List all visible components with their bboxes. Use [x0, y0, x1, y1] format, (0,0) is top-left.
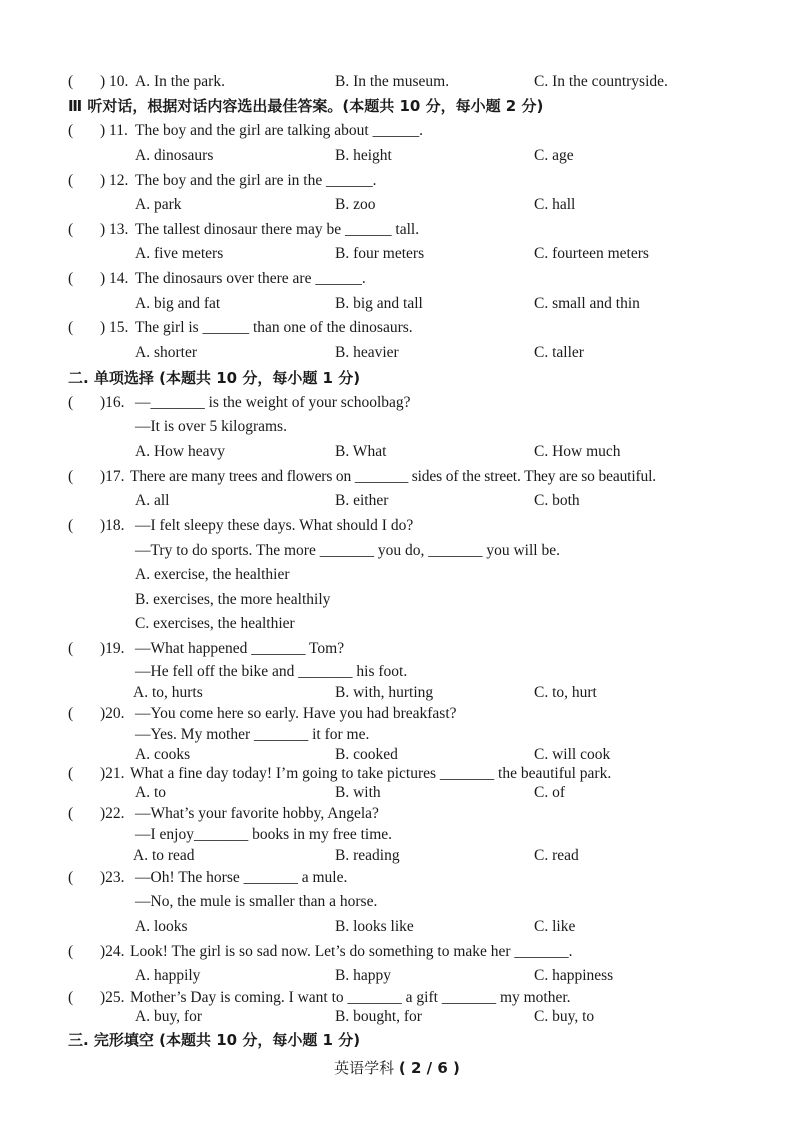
- option-c: C. In the countryside.: [534, 73, 668, 90]
- option-a: A. to: [135, 784, 166, 801]
- question-22-options: [68, 845, 758, 867]
- question-13: [68, 219, 758, 241]
- question-number: )16.: [100, 394, 125, 411]
- question-24: [68, 941, 758, 963]
- option-b: B. big and tall: [335, 295, 423, 312]
- question-text: The tallest dinosaur there may be ______ tall.: [135, 221, 420, 238]
- question-text: What a fine day today! I’m going to take pictures _______ the beautiful park.: [130, 765, 612, 782]
- answer-paren: (: [68, 869, 74, 886]
- answer-paren: (: [68, 943, 74, 960]
- option-b: B. height: [335, 147, 392, 164]
- question-number: ) 14.: [100, 270, 129, 287]
- question-number: ) 12.: [100, 172, 129, 189]
- question-text-line-2: —No, the mule is smaller than a horse.: [135, 893, 378, 910]
- option-c: C. exercises, the healthier: [135, 615, 295, 632]
- question-number: )17.: [100, 468, 125, 485]
- option-b: B. cooked: [335, 746, 398, 763]
- option-c: C. age: [534, 147, 574, 164]
- option-a: A. to, hurts: [133, 684, 203, 701]
- option-a: A. cooks: [135, 746, 191, 763]
- question-14: [68, 268, 758, 290]
- question-text: Look! The girl is so sad now. Let’s do something to make her _______.: [130, 943, 573, 960]
- question-number: )20.: [100, 705, 125, 722]
- section-multiple-choice-heading: 二. 单项选择 (本题共 10 分，每小题 1 分): [68, 369, 361, 387]
- question-text: There are many trees and flowers on _______ sides of the street. They are so beautiful.: [130, 468, 656, 485]
- question-18: [68, 515, 758, 537]
- question-number: ) 15.: [100, 319, 129, 336]
- question-10-options: [68, 71, 758, 93]
- question-23: [68, 867, 758, 889]
- question-11-options: [68, 145, 758, 167]
- answer-paren: (: [68, 73, 74, 90]
- question-12: [68, 170, 758, 192]
- question-text-line-2: —I enjoy_______ books in my free time.: [135, 826, 392, 843]
- question-text-line-2: —He fell off the bike and _______ his foot.: [135, 663, 408, 680]
- question-21-options: [68, 782, 758, 804]
- option-a: A. buy, for: [135, 1008, 203, 1025]
- question-11: [68, 120, 758, 142]
- option-c: C. How much: [534, 443, 621, 460]
- question-text: —What happened _______ Tom?: [135, 640, 345, 657]
- answer-paren: (: [68, 122, 74, 139]
- question-number: ) 10.: [100, 73, 129, 90]
- question-23-options: [68, 916, 758, 938]
- answer-paren: (: [68, 468, 74, 485]
- question-text: —_______ is the weight of your schoolbag?: [135, 394, 411, 411]
- option-b: B. bought, for: [335, 1008, 422, 1025]
- question-number: ) 13.: [100, 221, 129, 238]
- answer-paren: (: [68, 989, 74, 1006]
- question-16: [68, 392, 758, 414]
- question-17: [68, 466, 758, 488]
- question-15: [68, 317, 758, 339]
- question-16-options: [68, 441, 758, 463]
- option-c: C. fourteen meters: [534, 245, 649, 262]
- question-16-response: [68, 416, 758, 438]
- option-a: A. shorter: [135, 344, 197, 361]
- question-23-response: [68, 891, 758, 913]
- answer-paren: (: [68, 319, 74, 336]
- option-b: B. looks like: [335, 918, 414, 935]
- question-17-options: [68, 490, 758, 512]
- answer-paren: (: [68, 270, 74, 287]
- option-a: A. looks: [135, 918, 188, 935]
- question-number: )25.: [100, 989, 125, 1006]
- option-c: C. buy, to: [534, 1008, 595, 1025]
- answer-paren: (: [68, 765, 74, 782]
- question-13-options: [68, 243, 758, 265]
- question-14-options: [68, 293, 758, 315]
- question-number: )18.: [100, 517, 125, 534]
- answer-paren: (: [68, 221, 74, 238]
- question-22-response: [68, 824, 758, 846]
- footer-page-number: ( 2 / 6 ): [398, 1059, 460, 1077]
- question-22: [68, 803, 758, 825]
- option-a: A. happily: [135, 967, 201, 984]
- question-number: )23.: [100, 869, 125, 886]
- question-text: Mother’s Day is coming. I want to _______ a gift _______ my mother.: [130, 989, 571, 1006]
- answer-paren: (: [68, 172, 74, 189]
- question-text: —What’s your favorite hobby, Angela?: [135, 805, 379, 822]
- question-15-options: [68, 342, 758, 364]
- question-12-options: [68, 194, 758, 216]
- option-a: A. In the park.: [135, 73, 225, 90]
- footer-subject: 英语学科: [334, 1059, 395, 1077]
- option-b: B. What: [335, 443, 387, 460]
- option-b: B. with: [335, 784, 381, 801]
- question-20: [68, 703, 758, 725]
- section-listening-dialogue-heading: Ⅲ 听对话，根据对话内容选出最佳答案。(本题共 10 分，每小题 2 分): [68, 97, 544, 115]
- question-text: The dinosaurs over there are ______.: [135, 270, 366, 287]
- question-18-option-a: [68, 564, 758, 586]
- option-b: B. heavier: [335, 344, 399, 361]
- question-text: The boy and the girl are in the ______.: [135, 172, 377, 189]
- question-number: )24.: [100, 943, 125, 960]
- question-24-options: [68, 965, 758, 987]
- option-a: A. big and fat: [135, 295, 221, 312]
- page-footer: [0, 1057, 794, 1078]
- option-c: C. taller: [534, 344, 584, 361]
- answer-paren: (: [68, 394, 74, 411]
- answer-paren: (: [68, 517, 74, 534]
- section-cloze-heading: 三. 完形填空 (本题共 10 分，每小题 1 分): [68, 1031, 361, 1049]
- question-number: )22.: [100, 805, 125, 822]
- option-b: B. either: [335, 492, 389, 509]
- question-text: The boy and the girl are talking about ______.: [135, 122, 423, 139]
- question-19-options: [68, 682, 758, 704]
- question-20-response: [68, 724, 758, 746]
- question-text-line-2: —Try to do sports. The more _______ you do, _______ you will be.: [135, 542, 560, 559]
- question-25-options: [68, 1006, 758, 1028]
- option-b: B. four meters: [335, 245, 425, 262]
- option-c: C. to, hurt: [534, 684, 597, 701]
- question-19-response: [68, 661, 758, 683]
- question-text-line-2: —It is over 5 kilograms.: [135, 418, 287, 435]
- option-c: C. both: [534, 492, 580, 509]
- question-text: —You come here so early. Have you had breakfast?: [135, 705, 457, 722]
- question-text: —I felt sleepy these days. What should I do?: [135, 517, 414, 534]
- option-a: A. five meters: [135, 245, 224, 262]
- option-a: A. to read: [133, 847, 195, 864]
- option-b: B. exercises, the more healthily: [135, 591, 331, 608]
- option-a: A. dinosaurs: [135, 147, 214, 164]
- question-text-line-2: —Yes. My mother _______ it for me.: [135, 726, 370, 743]
- option-c: C. of: [534, 784, 565, 801]
- answer-paren: (: [68, 705, 74, 722]
- question-text: The girl is ______ than one of the dinosaurs.: [135, 319, 413, 336]
- answer-paren: (: [68, 640, 74, 657]
- option-a: A. How heavy: [135, 443, 225, 460]
- option-b: B. zoo: [335, 196, 376, 213]
- answer-paren: (: [68, 805, 74, 822]
- option-c: C. small and thin: [534, 295, 640, 312]
- option-a: A. exercise, the healthier: [135, 566, 290, 583]
- option-c: C. read: [534, 847, 579, 864]
- question-number: )21.: [100, 765, 125, 782]
- question-number: ) 11.: [100, 122, 128, 139]
- option-a: A. park: [135, 196, 182, 213]
- question-19: [68, 638, 758, 660]
- option-c: C. will cook: [534, 746, 611, 763]
- option-b: B. In the museum.: [335, 73, 450, 90]
- question-18-response: [68, 540, 758, 562]
- option-a: A. all: [135, 492, 170, 509]
- option-c: C. hall: [534, 196, 576, 213]
- option-b: B. happy: [335, 967, 391, 984]
- question-18-option-b: [68, 589, 758, 611]
- option-b: B. with, hurting: [335, 684, 434, 701]
- option-c: C. happiness: [534, 967, 614, 984]
- question-18-option-c: [68, 613, 758, 635]
- option-b: B. reading: [335, 847, 400, 864]
- option-c: C. like: [534, 918, 576, 935]
- question-number: )19.: [100, 640, 125, 657]
- question-text: —Oh! The horse _______ a mule.: [135, 869, 348, 886]
